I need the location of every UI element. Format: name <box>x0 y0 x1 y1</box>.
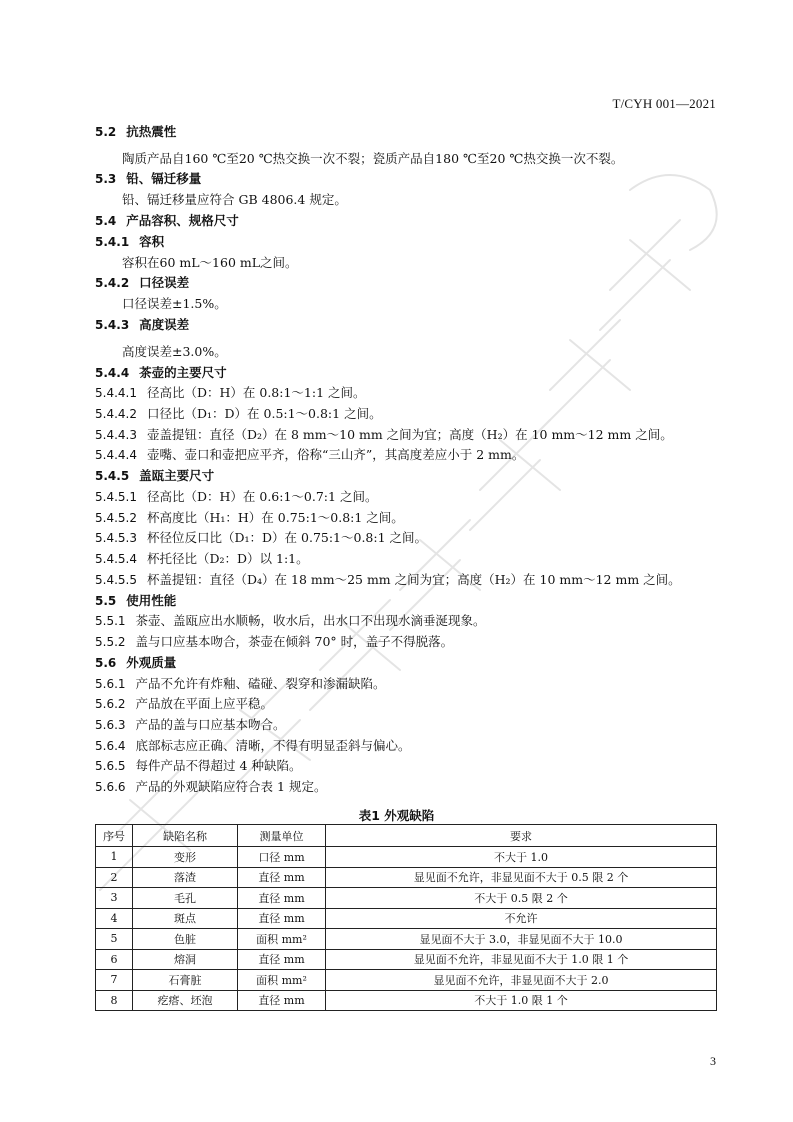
table-row <box>96 929 717 950</box>
defect-name: 变形 <box>133 847 238 868</box>
clause-text: 茶壶、盖瓯应出水顺畅，收水后，出水口不出现水滴垂涎现象。 <box>135 613 486 628</box>
clause-text: 盖与口应基本吻合，茶壶在倾斜 70° 时，盖子不得脱落。 <box>135 634 454 649</box>
clause-text: 产品的外观缺陷应符合表 1 规定。 <box>135 779 327 794</box>
requirement: 显见面不允许，非显见面不大于 2.0 <box>326 970 717 991</box>
section-number: 5.4.5 <box>95 469 130 483</box>
defect-name: 斑点 <box>133 908 238 929</box>
measure-unit: 直径 mm <box>238 888 326 909</box>
section-number: 5.4.2 <box>95 276 130 290</box>
clause-text: 每件产品不得超过 4 种缺陷。 <box>135 758 302 773</box>
clause-number: 5.6.2 <box>95 697 126 711</box>
clause-number: 5.4.4.1 <box>95 386 137 400</box>
clause-5-5-1 <box>95 613 486 629</box>
section-5-4-2-body: 口径误差±1.5%。 <box>122 296 227 311</box>
clause-text: 口径比（D₁：D）在 0.5:1～0.8:1 之间。 <box>146 406 382 421</box>
clause-number: 5.4.4.3 <box>95 428 137 442</box>
section-5-4-3-body: 高度误差±3.0%。 <box>122 344 227 359</box>
section-title: 茶壶的主要尺寸 <box>139 365 227 380</box>
measure-unit: 面积 mm² <box>238 970 326 991</box>
clause-text: 径高比（D：H）在 0.6:1～0.7:1 之间。 <box>146 489 378 504</box>
column-header: 测量单位 <box>238 825 326 847</box>
clause-number: 5.4.4.2 <box>95 407 137 421</box>
clause-number: 5.6.3 <box>95 718 126 732</box>
measure-unit: 直径 mm <box>238 990 326 1011</box>
measure-unit: 口径 mm <box>238 847 326 868</box>
requirement: 不大于 0.5 限 2 个 <box>326 888 717 909</box>
row-number: 7 <box>96 970 133 991</box>
section-title: 产品容积、规格尺寸 <box>126 213 239 228</box>
table-row <box>96 970 717 991</box>
section-title: 容积 <box>139 234 165 249</box>
table-row <box>96 847 717 868</box>
requirement: 不大于 1.0 <box>326 847 717 868</box>
clause-5-4-5-1 <box>95 489 377 505</box>
section-5-4-5-heading <box>95 468 214 484</box>
clause-number: 5.4.5.4 <box>95 552 137 566</box>
section-number: 5.4.4 <box>95 366 130 380</box>
section-5-4-2-heading <box>95 275 189 291</box>
section-title: 盖瓯主要尺寸 <box>139 468 215 483</box>
section-5-2-heading <box>95 124 176 140</box>
section-number: 5.2 <box>95 125 117 139</box>
requirement: 不允许 <box>326 908 717 929</box>
section-5-5-heading <box>95 593 176 609</box>
section-title: 高度误差 <box>139 317 190 332</box>
clause-5-6-3 <box>95 717 286 733</box>
clause-text: 产品放在平面上应平稳。 <box>135 696 274 711</box>
clause-text: 壶嘴、壶口和壶把应平齐，俗称“三山齐”，其高度差应小于 2 mm。 <box>146 447 525 462</box>
clause-number: 5.4.4.4 <box>95 448 137 462</box>
table-row <box>96 867 717 888</box>
section-number: 5.4 <box>95 214 117 228</box>
row-number: 1 <box>96 847 133 868</box>
defect-name: 毛孔 <box>133 888 238 909</box>
measure-unit: 直径 mm <box>238 908 326 929</box>
section-number: 5.3 <box>95 172 117 186</box>
clause-text: 杯高度比（H₁：H）在 0.75:1～0.8:1 之间。 <box>146 510 404 525</box>
section-5-3-body: 铅、镉迁移量应符合 GB 4806.4 规定。 <box>122 192 347 207</box>
clause-number: 5.4.5.5 <box>95 573 137 587</box>
column-header: 缺陷名称 <box>133 825 238 847</box>
table-row <box>96 949 717 970</box>
table-row <box>96 908 717 929</box>
document-code: T/CYH 001—2021 <box>612 96 716 111</box>
section-5-3-heading <box>95 171 201 187</box>
section-5-2-body: 陶质产品自160 ℃至20 ℃热交换一次不裂；瓷质产品自180 ℃至20 ℃热交换一次不裂。 <box>122 151 624 166</box>
clause-5-6-4 <box>95 738 411 754</box>
section-5-4-1-body: 容积在60 mL～160 mL之间。 <box>122 255 298 270</box>
clause-number: 5.4.5.2 <box>95 511 137 525</box>
section-number: 5.5 <box>95 594 117 608</box>
section-5-4-heading <box>95 213 239 229</box>
section-5-4-3-heading <box>95 317 189 333</box>
section-5-4-4-heading <box>95 365 227 381</box>
clause-5-4-5-5 <box>95 572 681 588</box>
clause-text: 产品的盖与口应基本吻合。 <box>135 717 286 732</box>
table-row <box>96 990 717 1011</box>
measure-unit: 面积 mm² <box>238 929 326 950</box>
row-number: 2 <box>96 867 133 888</box>
requirement: 显见面不允许，非显见面不大于 0.5 限 2 个 <box>326 867 717 888</box>
section-5-4-1-heading <box>95 234 164 250</box>
requirement: 显见面不允许，非显见面不大于 1.0 限 1 个 <box>326 949 717 970</box>
defect-name: 色脏 <box>133 929 238 950</box>
table-caption: 表1 外观缺陷 <box>358 808 435 823</box>
section-title: 铅、镉迁移量 <box>126 171 202 186</box>
clause-text: 杯托径比（D₂：D）以 1:1。 <box>146 551 309 566</box>
row-number: 8 <box>96 990 133 1011</box>
clause-5-4-4-4 <box>95 447 524 463</box>
clause-5-6-5 <box>95 758 301 774</box>
clause-number: 5.6.6 <box>95 780 126 794</box>
row-number: 5 <box>96 929 133 950</box>
defects-table <box>95 824 717 1011</box>
clause-number: 5.5.2 <box>95 635 126 649</box>
row-number: 6 <box>96 949 133 970</box>
clause-text: 杯径位反口比（D₁：D）在 0.75:1～0.8:1 之间。 <box>146 530 428 545</box>
clause-5-4-5-2 <box>95 510 404 526</box>
clause-5-4-4-3 <box>95 427 673 443</box>
clause-number: 5.4.5.1 <box>95 490 137 504</box>
clause-5-4-5-3 <box>95 530 427 546</box>
requirement: 不大于 1.0 限 1 个 <box>326 990 717 1011</box>
clause-text: 底部标志应正确、清晰，不得有明显歪斜与偏心。 <box>135 738 411 753</box>
clause-5-6-2 <box>95 696 273 712</box>
clause-text: 产品不允许有炸釉、磕碰、裂穿和渗漏缺陷。 <box>135 676 386 691</box>
clause-number: 5.6.1 <box>95 677 126 691</box>
clause-5-6-1 <box>95 676 386 692</box>
clause-5-6-6 <box>95 779 326 795</box>
clause-number: 5.4.5.3 <box>95 531 137 545</box>
clause-text: 径高比（D：H）在 0.8:1～1:1 之间。 <box>146 385 366 400</box>
section-title: 使用性能 <box>126 593 177 608</box>
row-number: 3 <box>96 888 133 909</box>
measure-unit: 直径 mm <box>238 949 326 970</box>
clause-text: 杯盖提钮：直径（D₄）在 18 mm～25 mm 之间为宜；高度（H₂）在 10 mm～12 mm 之间。 <box>146 572 681 587</box>
column-header: 要求 <box>326 825 717 847</box>
section-number: 5.6 <box>95 656 117 670</box>
clause-5-4-4-1 <box>95 385 366 401</box>
measure-unit: 直径 mm <box>238 867 326 888</box>
section-title: 抗热震性 <box>126 124 177 139</box>
row-number: 4 <box>96 908 133 929</box>
section-number: 5.4.3 <box>95 318 130 332</box>
clause-number: 5.6.4 <box>95 739 126 753</box>
table-header-row <box>96 825 717 847</box>
clause-5-4-4-2 <box>95 406 382 422</box>
defect-name: 熔洞 <box>133 949 238 970</box>
section-title: 口径误差 <box>139 275 190 290</box>
clause-5-4-5-4 <box>95 551 309 567</box>
section-title: 外观质量 <box>126 655 177 670</box>
clause-number: 5.5.1 <box>95 614 126 628</box>
section-5-6-heading <box>95 655 176 671</box>
section-number: 5.4.1 <box>95 235 130 249</box>
clause-text: 壶盖提钮：直径（D₂）在 8 mm～10 mm 之间为宜；高度（H₂）在 10 mm～12 mm 之间。 <box>146 427 673 442</box>
requirement: 显见面不大于 3.0，非显见面不大于 10.0 <box>326 929 717 950</box>
clause-number: 5.6.5 <box>95 759 126 773</box>
defect-name: 落渣 <box>133 867 238 888</box>
page-number: 3 <box>710 1054 716 1068</box>
column-header: 序号 <box>96 825 133 847</box>
defect-name: 石膏脏 <box>133 970 238 991</box>
defect-name: 疙瘩、坯泡 <box>133 990 238 1011</box>
table-row <box>96 888 717 909</box>
clause-5-5-2 <box>95 634 453 650</box>
